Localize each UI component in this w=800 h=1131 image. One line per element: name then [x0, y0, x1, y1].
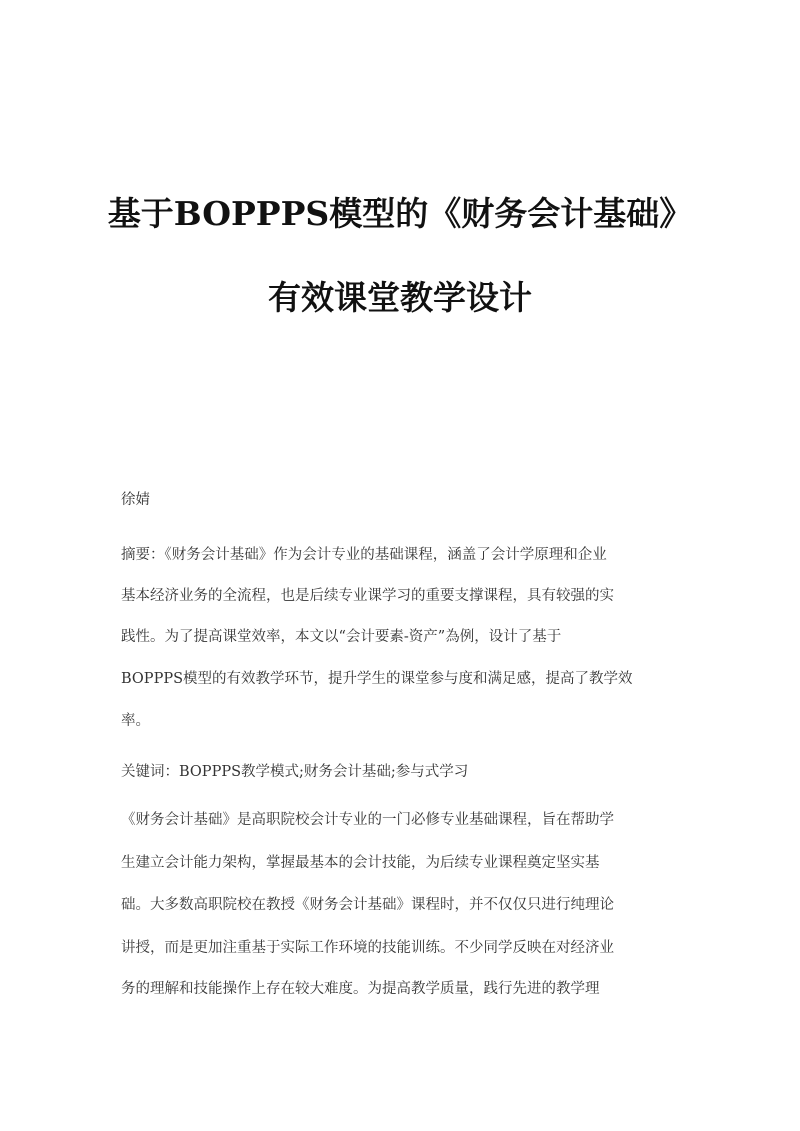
- intro-line: 生建立会计能力架构，掌握最基本的会计技能，为后续专业课程奠定坚实基: [121, 855, 600, 871]
- keywords: 关键词：BOPPPS教学模式;财务会计基础;参与式学习: [121, 764, 469, 780]
- abstract-line: 践性。为了提高课堂效率，本文以“会计要素-资产”為例，设计了基于: [121, 629, 562, 645]
- intro-line: 务的理解和技能操作上存在较大难度。为提高教学质量，践行先进的教学理: [121, 981, 600, 997]
- abstract-line: 摘要：《财务会计基础》作为会计专业的基础课程，涵盖了会计学原理和企业: [121, 547, 607, 563]
- intro-line: 《财务会计基础》是高职院校会计专业的一门必修专业基础课程，旨在帮助学: [121, 812, 614, 828]
- title-line-2: 有效课堂教学设计: [268, 278, 532, 317]
- intro-line: 础。大多数高职院校在教授《财务会计基础》课程时，并不仅仅只进行纯理论: [121, 897, 614, 913]
- abstract-line: BOPPPS模型的有效教学环节，提升学生的课堂参与度和满足感，提高了教学效: [121, 671, 633, 687]
- abstract-line: 率。: [121, 713, 150, 729]
- title-line-1: 基于BOPPPS模型的《财务会计基础》: [107, 194, 693, 233]
- intro-line: 讲授，而是更加注重基于实际工作环境的技能训练。不少同学反映在对经济业: [121, 940, 614, 956]
- abstract-line: 基本经济业务的全流程，也是后续专业课学习的重要支撑课程，具有较强的实: [121, 588, 614, 604]
- author: 徐婧: [121, 492, 150, 508]
